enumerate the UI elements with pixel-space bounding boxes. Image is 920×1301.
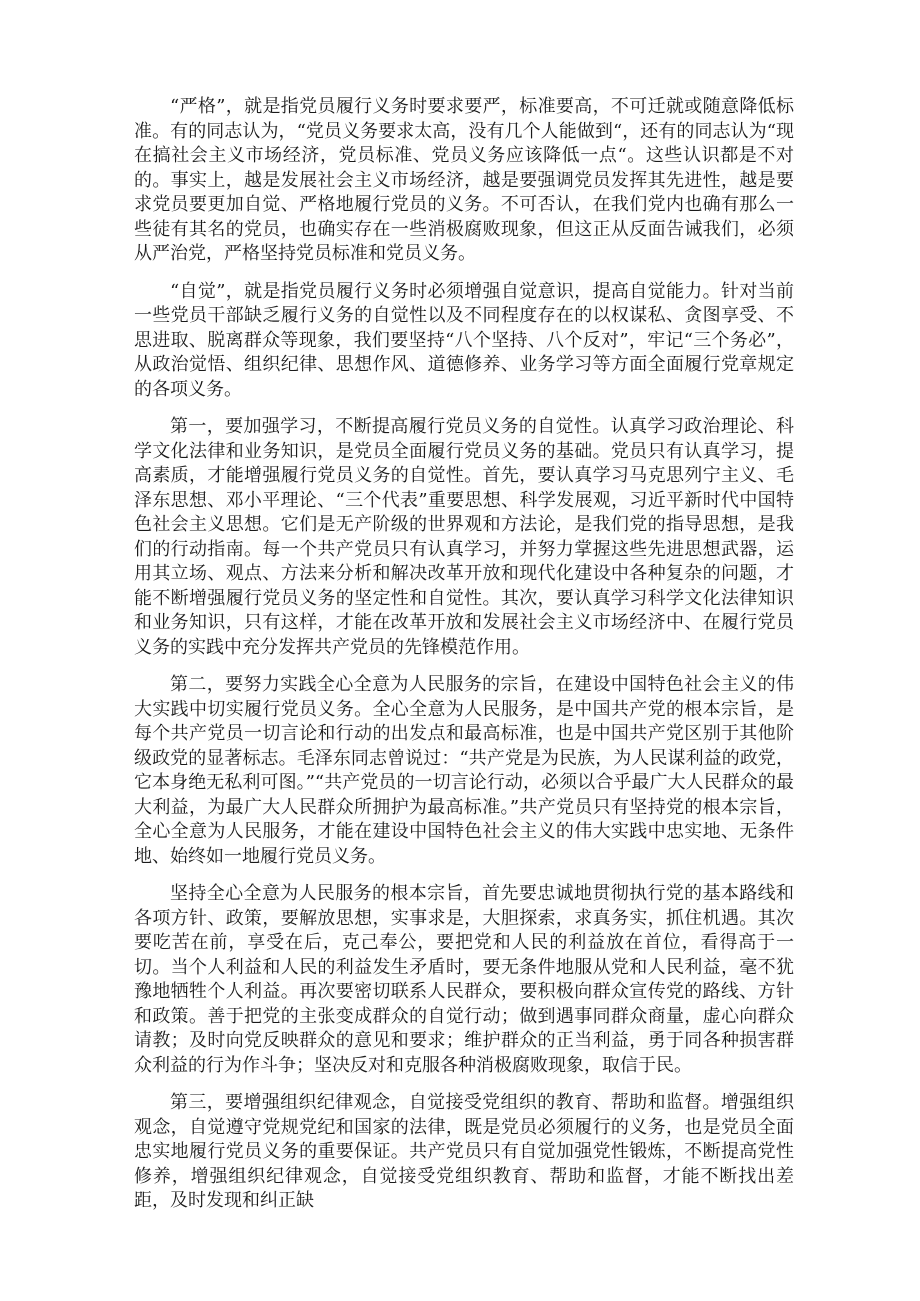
paragraph-serve-people-detail: 坚持全心全意为人民服务的根本宗旨，首先要忠诚地贯彻执行党的基本路线和各项方针、政策，要解放思想，实事求是，大胆探索，求真务实，抓住机遇。其次要吃苦在前，享受在后，克己奉公，要把党和人民的利益放在首位，看得高于一切。当个人利益和人民的利益发生矛盾时，要无条件地服从党和人民利益，毫不犹豫地牺牲个人利益。再次要密切联系人民群众，要积极向群众宣传党的路线、方针和政策。善于把党的主张变成群众的自觉行动；做到遇事同群众商量，虚心向群众请教；及时向党反映群众的意见和要求；维护群众的正当利益，勇于同各种损害群众利益的行为作斗争；坚决反对和克服各种消极腐败现象，取信于民。 [134,883,794,1076]
paragraph-strict: “严格”，就是指党员履行义务时要求要严，标准要高，不可迁就或随意降低标准。有的同志认为，“党员义务要求太高，没有几个人能做到“，还有的同志认为“现在搞社会主义市场经济，党员标准、党员义务应该降低一点“。这些认识都是不对的。事实上，越是发展社会主义市场经济，越是要强调党员发挥其先进性，越是要求党员要更加自觉、严格地履行党员的义务。不可否认，在我们党内也确有那么一些徒有其名的党员，也确实存在一些消极腐败现象，但这正从反面告诫我们，必须从严治党，严格坚持党员标准和党员义务。 [134,96,794,264]
paragraph-first-study: 第一，要加强学习，不断提高履行党员义务的自觉性。认真学习政治理论、科学文化法律和业务知识，是党员全面履行党员义务的基础。党员只有认真学习，提高素质，才能增强履行党员义务的自觉性。首先，要认真学习马克思列宁主义、毛泽东思想、邓小平理论、“三个代表”重要思想、科学发展观，习近平新时代中国特色社会主义思想。它们是无产阶级的世界观和方法论，是我们党的指导思想，是我们的行动指南。每一个共产党员只有认真学习，并努力掌握这些先进思想武器，运用其立场、观点、方法来分析和解决改革开放和现代化建设中各种复杂的问题，才能不断增强履行党员义务的坚定性和自觉性。其次，要认真学习科学文化法律知识和业务知识，只有这样，才能在改革开放和发展社会主义市场经济中、在履行党员义务的实践中充分发挥共产党员的先锋模范作用。 [134,416,794,658]
document-page [134,95,794,1227]
paragraph-third-discipline: 第三，要增强组织纪律观念，自觉接受党组织的教育、帮助和监督。增强组织观念，自觉遵守党规党纪和国家的法律，既是党员必须履行的义务，也是党员全面忠实地履行党员义务的重要保证。共产党员只有自觉加强党性锻炼，不断提高党性修养，增强组织纪律观念，自觉接受党组织教育、帮助和监督，才能不断找出差距，及时发现和纠正缺 [134,1092,794,1211]
paragraph-conscious: “自觉”，就是指党员履行义务时必须增强自觉意识，提高自觉能力。针对当前一些党员干部缺乏履行义务的自觉性以及不同程度存在的以权谋私、贪图享受、不思进取、脱离群众等现象，我们要坚持“八个坚持、八个反对”，牢记“三个务必”，从政治觉悟、组织纪律、思想作风、道德修养、业务学习等方面全面履行党章规定的各项义务。 [134,280,794,400]
paragraph-second-serve-people: 第二，要努力实践全心全意为人民服务的宗旨，在建设中国特色社会主义的伟大实践中切实履行党员义务。全心全意为人民服务，是中国共产党的根本宗旨，是每个共产党员一切言论和行动的出发点和最高标准，也是中国共产党区别于其他阶级政党的显著标志。毛泽东同志曾说过：“共产党是为民族，为人民谋利益的政党，它本身绝无私利可图。”“共产党员的一切言论行动，必须以合乎最广大人民群众的最大利益，为最广大人民群众所拥护为最高标准。”共产党员只有坚持党的根本宗旨，全心全意为人民服务，才能在建设中国特色社会主义的伟大实践中忠实地、无条件地、始终如一地履行党员义务。 [134,674,794,867]
